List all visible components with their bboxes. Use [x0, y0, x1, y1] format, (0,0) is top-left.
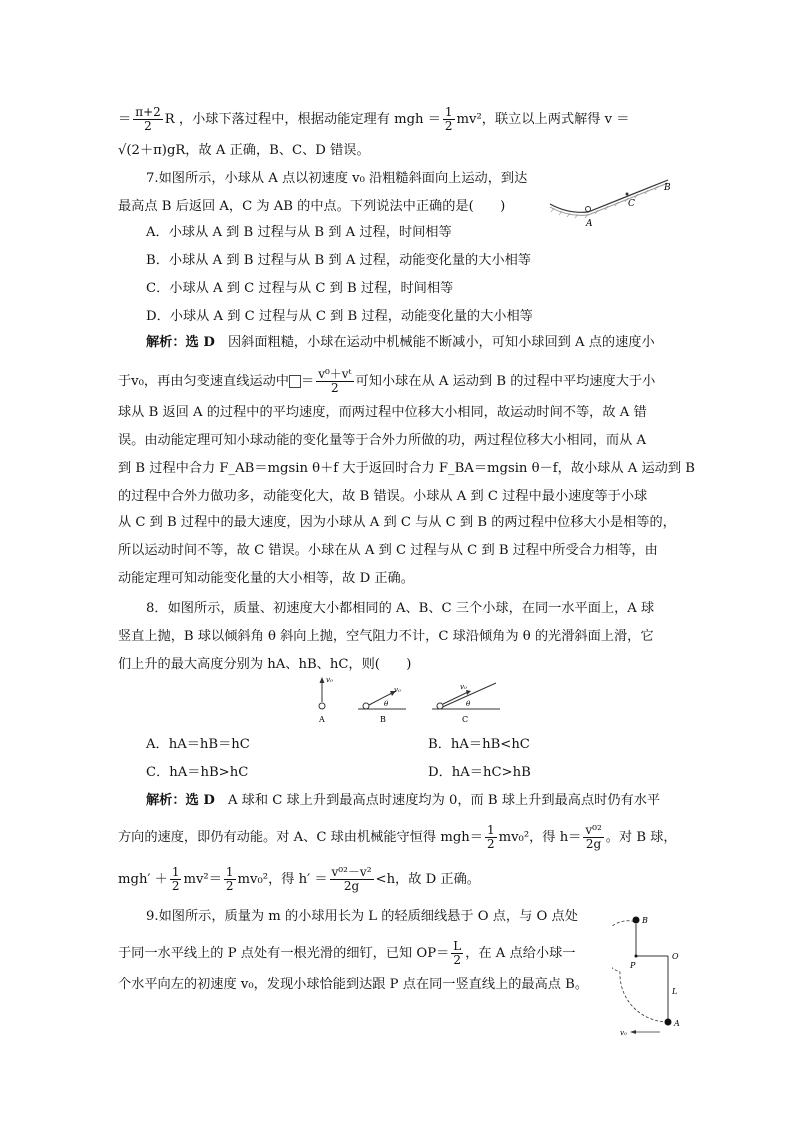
q9-ball-b-icon — [633, 917, 640, 924]
q8-label-a: A — [319, 715, 325, 724]
q9-label-o: O — [672, 952, 679, 961]
q7-solution-8: 所以运动时间不等，故 C 错误。小球在从 A 到 C 过程与从 C 到 B 过程中所受合力相等，由 — [118, 543, 658, 558]
fraction: $\frac{\text{v⁰²}}{2g}$ — [585, 823, 602, 851]
q8-label-b: B — [380, 715, 386, 724]
q9-label-b: B — [642, 916, 648, 925]
svg-text:v₀: v₀ — [460, 683, 467, 691]
q8-ball-a-icon — [319, 703, 325, 709]
q9-v0-label: v₀ — [620, 1029, 627, 1037]
q8-option-a: A．hA＝hB＝hC — [146, 737, 250, 752]
q7-solution-7: 从 C 到 B 过程中的最大速度，因为小球从 A 到 C 与从 C 到 B 的两过程中位移大小是相等的， — [118, 515, 676, 530]
svg-text:θ: θ — [384, 700, 389, 708]
q7-solution-5: 到 B 过程中合力 F_AB＝mgsin θ＋f 大于返回时合力 F_BA＝mgsin θ－f，故小球从 A 运动到 B — [118, 461, 695, 476]
q8-option-d: D．hA＝hC>hB — [428, 765, 531, 780]
q7-label-a: A — [586, 219, 593, 228]
q7-incline-figure — [548, 172, 678, 228]
q9-ball-a-icon — [665, 1019, 672, 1026]
q7-solution-9: 动能定理可知动能变化量的大小相等，故 D 正确。 — [118, 571, 414, 586]
continuation-line-2: √(2＋π)gR，故 A 正确，B、C、D 错误。 — [118, 143, 370, 158]
q8-ball-b-icon — [363, 703, 369, 709]
q8-stem-2: 竖直上抛，B 球以倾斜角 θ 斜向上抛，空气阻力不计，C 球沿倾角为 θ 的光滑斜面上滑，它 — [118, 629, 654, 644]
q7-label-b: B — [664, 183, 671, 193]
q8-v0-a: v₀ — [326, 676, 333, 684]
fraction-half: $\frac{1}{2}$ — [225, 865, 234, 893]
q7-solution-1: 解析：选 D 因斜面粗糙，小球在运动中机械能不断减小，可知小球回到 A 点的速度小 — [146, 335, 655, 350]
q9-stem-2: 于同一水平线上的 P 点处有一根光滑的细钉，已知 OP＝ $\frac{L}{2}$ ，在 A 点给小球一 — [118, 939, 576, 967]
q8-ball-c-icon — [437, 703, 443, 709]
q7-label-c: C — [628, 199, 635, 209]
fraction: $\frac{\text{v⁰＋vᵗ}}{2}$ — [318, 367, 352, 395]
svg-text:θ: θ — [466, 700, 471, 708]
fraction-half: $\frac{1}{2}$ — [444, 105, 453, 133]
q7-solution-4: 误。由动能定理可知小球动能的变化量等于合外力所做的功，两过程位移大小相同，而从 A — [118, 433, 647, 448]
q9-label-a: A — [674, 1019, 680, 1028]
q7-option-b: B．小球从 A 到 B 过程与从 B 到 A 过程，动能变化量的大小相等 — [146, 253, 531, 268]
q8-option-b: B．hA＝hB<hC — [428, 737, 530, 752]
fraction-half: $\frac{1}{2}$ — [486, 823, 495, 851]
q8-stem-1: 8．如图所示，质量、初速度大小都相同的 A、B、C 三个小球，在同一水平面上，A 球 — [146, 601, 655, 616]
fraction: $\frac{\pi+2}{2}$ — [135, 105, 161, 133]
q7-option-a: A．小球从 A 到 B 过程与从 B 到 A 过程，时间相等 — [146, 225, 452, 240]
q8-figure — [310, 672, 500, 728]
q9-label-p: P — [630, 961, 636, 970]
fraction-half: $\frac{1}{2}$ — [171, 865, 180, 893]
q9-stem-1: 9.如图所示，质量为 m 的小球用长为 L 的轻质细线悬于 O 点，与 O 点处 — [146, 909, 578, 924]
q8-solution-2: 方向的速度，即仍有动能。对 A、C 球由机械能守恒得 mgh＝ $\frac{1}{2}$ mv₀²，得 h＝ $\frac{\text{v⁰²}}{2g}$ 。对 B 球， — [118, 823, 677, 851]
q7-ball-icon — [586, 207, 591, 212]
q8-stem-3: 们上升的最大高度分别为 hA、hB、hC，则( ) — [118, 657, 412, 672]
q8-solution-1: 解析：选 D A 球和 C 球上升到最高点时速度均为 0，而 B 球上升到最高点时仍有水平 — [146, 793, 661, 808]
q7-stem-2: 最高点 B 后返回 A，C 为 AB 的中点。下列说法中正确的是( ) — [118, 199, 506, 214]
q8-option-c: C．hA＝hB>hC — [146, 765, 249, 780]
q7-stem-1: 7.如图所示，小球从 A 点以初速度 v₀ 沿粗糙斜面向上运动，到达 — [146, 171, 528, 186]
q9-stem-3: 个水平向左的初速度 v₀，发现小球恰能到达跟 P 点在同一竖直线上的最高点 B。 — [118, 977, 589, 992]
q9-label-l: L — [672, 987, 678, 996]
q8-label-c: C — [462, 715, 469, 724]
continuation-line-1: ＝ $\frac{\pi+2}{2}$ R ，小球下落过程中，根据动能定理有 mgh ＝ $\frac{1}{2}$ mv²，联立以上两式解得 v ＝ — [118, 105, 630, 133]
q7-solution-2: 于v₀，再由匀变速直线运动中 ＝ $\frac{\text{v⁰＋vᵗ}}{2}$ 可知小球在从 A 运动到 B 的过程中平均速度大于小 — [118, 367, 656, 395]
fraction: $\frac{\text{v⁰²－v²}}{2g}$ — [331, 865, 372, 893]
q7-solution-3: 球从 B 返回 A 的过程中的平均速度，而两过程中位移大小相同，故运动时间不等，故 A 错 — [118, 405, 647, 420]
svg-text:v₀: v₀ — [394, 686, 401, 694]
q7-option-c: C．小球从 A 到 C 过程与从 C 到 B 过程，时间相等 — [146, 281, 454, 296]
q7-option-d: D．小球从 A 到 C 过程与从 C 到 B 过程，动能变化量的大小相等 — [146, 309, 533, 324]
q7-solution-6: 的过程中合外力做功多，动能变化大，故 B 错误。小球从 A 到 C 过程中最小速度等于小球 — [118, 489, 648, 504]
q9-nail-icon — [635, 955, 638, 958]
q9-pendulum-figure — [612, 910, 692, 1038]
fraction: $\frac{L}{2}$ — [453, 939, 462, 967]
q8-solution-3: mgh′ ＋ $\frac{1}{2}$ mv²＝ $\frac{1}{2}$ mv₀²，得 h′ ＝ $\frac{\text{v⁰²－v²}}{2g}$ <h，故 D 正确。 — [118, 865, 480, 893]
